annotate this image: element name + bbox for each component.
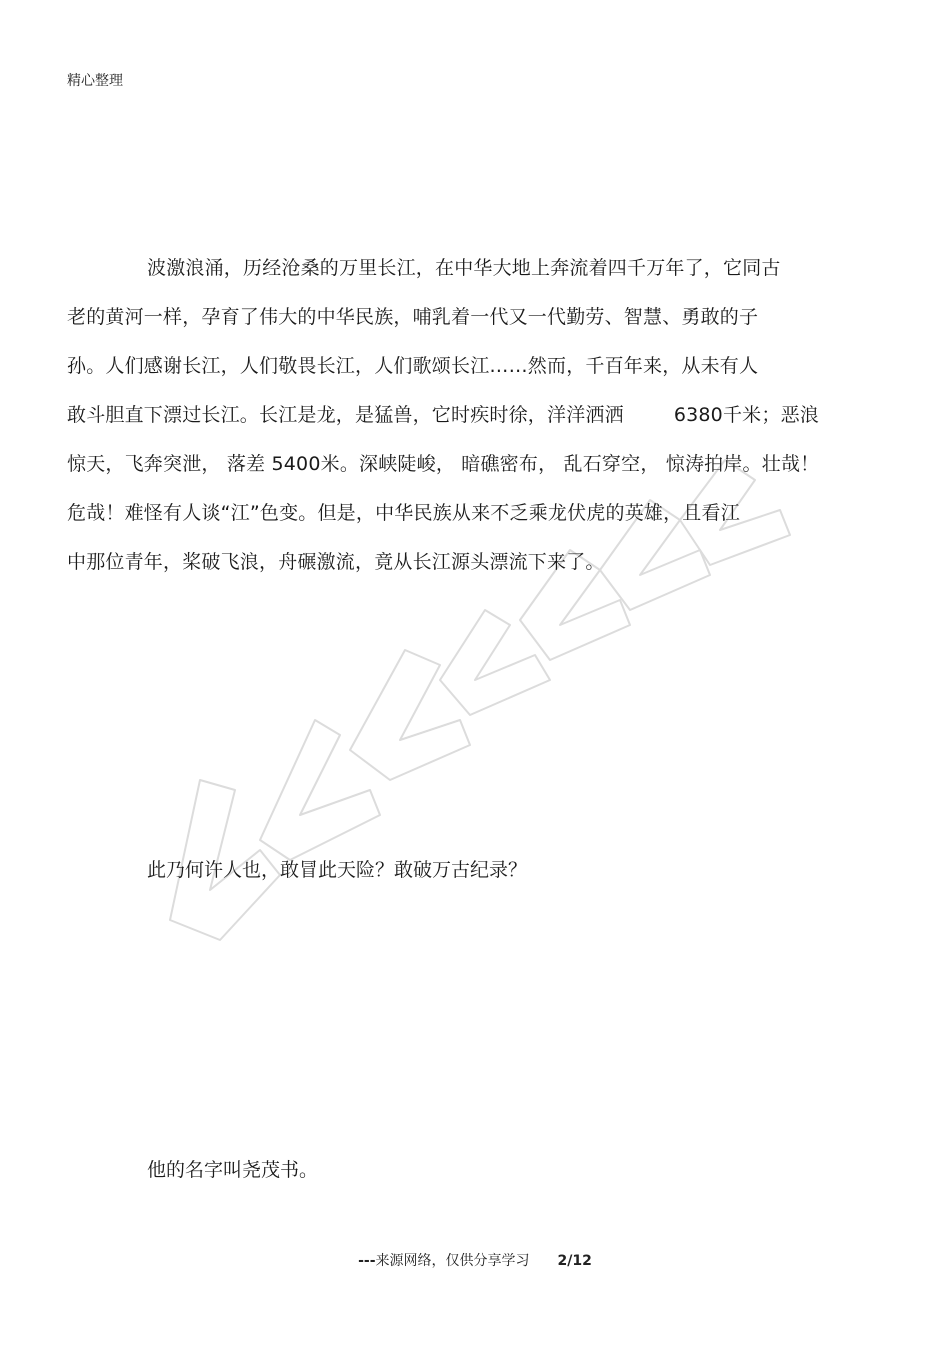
paragraph-line: 波激浪涌，历经沧桑的万里长江，在中华大地上奔流着四千万年了，它同古 (147, 257, 781, 279)
footer-dash: --- (358, 1253, 376, 1269)
paragraph-line: 中那位青年，桨破飞浪，舟碾激流，竟从长江源头漂流下来了。 (67, 551, 605, 573)
footer-source-text: 来源网络，仅供分享学习 (375, 1253, 530, 1269)
page-number: 2/12 (557, 1253, 592, 1269)
page-footer (0, 1250, 950, 1270)
paragraph-name: 他的名字叫尧茂书。 (147, 1159, 319, 1181)
paragraph-line: 孙。人们感谢长江，人们敬畏长江，人们歌颂长江……然而，千百年来，从未有人 (67, 355, 759, 377)
paragraph-changjiang (67, 255, 887, 598)
paragraph-line (67, 402, 887, 451)
paragraph-line: 老的黄河一样，孕育了伟大的中华民族，哺乳着一代又一代勤劳、智慧、勇敢的子 (67, 306, 759, 328)
paragraph-question: 此乃何许人也，敢冒此天险？敢破万古纪录？ (147, 859, 528, 881)
paragraph-line-part: 6380千米；恶浪 (673, 404, 819, 426)
paragraph-line: 危哉！难怪有人谈“江”色变。但是，中华民族从来不乏乘龙伏虎的英雄，且看江 (67, 502, 740, 524)
paragraph-line-part: 敢斗胆直下漂过长江。长江是龙，是猛兽，它时疾时徐，洋洋洒洒 (67, 404, 624, 426)
paragraph-line: 惊天，飞奔突泄， 落差 5400米。深峡陡峻， 暗礁密布， 乱石穿空， 惊涛拍岸。壮哉！ (67, 453, 820, 475)
header-label: 精心整理 (67, 73, 123, 89)
